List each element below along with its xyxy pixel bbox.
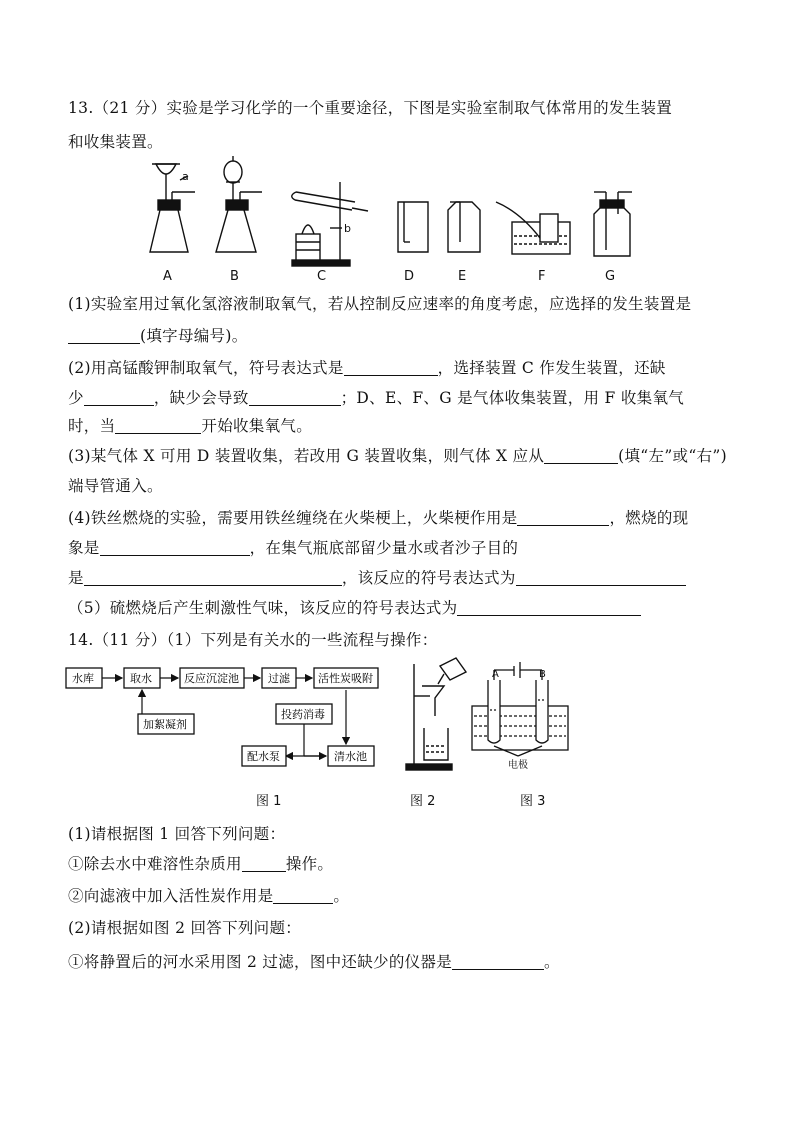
q14-s1-q2-suffix: 。 [333, 887, 350, 905]
apparatus-b [216, 156, 262, 284]
flow-label-reservoir: 水库 [72, 672, 94, 685]
q13-part4-prefix: (4)铁丝燃烧的实验，需要用铁丝缠绕在火柴梗上，火柴梗作用是 [68, 509, 518, 527]
answer-blank-11[interactable] [457, 599, 641, 616]
flow-label-settling: 反应沉淀池 [184, 672, 239, 685]
flow-box-pump [242, 746, 286, 766]
flow-box-settling [180, 668, 244, 688]
q13-part4-line2 [68, 536, 518, 558]
flow-box-reservoir [66, 668, 102, 688]
q14-s1-q2-prefix: ②向滤液中加入活性炭作用是 [68, 887, 274, 905]
answer-blank-1[interactable] [68, 327, 140, 344]
q13-intro-line2: 和收集装置。 [68, 133, 163, 151]
q13-part2-prefix: (2)用高锰酸钾制取氧气，符号表达式是 [68, 359, 344, 377]
q13-part4-shi: 是 [68, 569, 84, 587]
flow-box-intake [124, 668, 160, 688]
q13-part4-xiang: 象是 [68, 539, 100, 557]
caption-fig2: 图 2 [410, 794, 436, 809]
flow-box-clear-pool [328, 746, 374, 766]
answer-blank-5[interactable] [115, 417, 201, 434]
answer-blank-4[interactable] [249, 389, 341, 406]
caption-fig1: 图 1 [256, 794, 282, 809]
flow-label-disinfect: 投药消毒 [281, 708, 325, 721]
answer-blank-13[interactable] [273, 887, 333, 904]
q14-s1-q1-prefix: ①除去水中难溶性杂质用 [68, 855, 242, 873]
q13-part1-suffix: (填字母编号)。 [140, 327, 248, 345]
label-A: A [163, 269, 172, 284]
q13-part3-line1 [68, 444, 727, 466]
water-treatment-flow [64, 662, 384, 782]
flow-box-disinfect [276, 704, 332, 724]
q13-part4-formula: ，该反应的符号表达式为 [341, 569, 516, 587]
q14-s1-q1 [68, 852, 333, 874]
answer-blank-12[interactable] [242, 855, 286, 872]
answer-blank-8[interactable] [100, 539, 250, 556]
gas-apparatus-figure [0, 152, 794, 292]
answer-blank-2[interactable] [344, 359, 438, 376]
fig3-label-B: B [539, 669, 546, 680]
q13-part3-line2: 端导管通入。 [68, 477, 163, 495]
label-F: F [538, 269, 546, 284]
q13-part2-line1 [68, 356, 666, 378]
flow-label-carbon: 活性炭吸附 [318, 672, 373, 685]
q13-part2-mid: ，选择装置 C 作发生装置，还缺 [437, 359, 666, 377]
q14-s1-q2 [68, 884, 349, 906]
q13-part5-prefix: （5）硫燃烧后产生刺激性气味，该反应的符号表达式为 [68, 599, 458, 617]
flow-label-intake: 取水 [130, 672, 152, 685]
label-a: a [182, 170, 189, 183]
apparatus-f [496, 202, 570, 284]
q13-part5 [68, 596, 641, 618]
label-D: D [404, 269, 415, 284]
q13-part4-line1 [68, 506, 688, 528]
q13-part1-line2 [68, 324, 248, 346]
q14-intro: 14.（11 分）（1）下列是有关水的一些流程与操作： [68, 631, 438, 649]
answer-blank-6[interactable] [544, 447, 618, 464]
label-C: C [317, 269, 327, 284]
q13-part2-cause: ，缺少会导致 [153, 389, 249, 407]
flow-label-pump: 配水泵 [247, 750, 280, 763]
q13-part3-prefix: (3)某气体 X 可用 D 装置收集，若改用 G 装置收集，则气体 X 应从 [68, 447, 545, 465]
q13-part2-collect: ；D、E、F、G 是气体收集装置，用 F 收集氧气 [340, 389, 685, 407]
answer-blank-14[interactable] [452, 953, 544, 970]
q14-s1-q1-suffix: 操作。 [285, 855, 334, 873]
fig3-label-A: A [492, 669, 499, 680]
q13-part4-purpose: ，在集气瓶底部留少量水或者沙子目的 [249, 539, 519, 557]
answer-blank-9[interactable] [84, 569, 342, 586]
flow-box-filter [262, 668, 296, 688]
apparatus-e [448, 202, 480, 284]
q13-part4-mid: ，燃烧的现 [609, 509, 689, 527]
apparatus-d [398, 202, 428, 284]
apparatus-a [150, 164, 195, 284]
flow-box-flocculant [138, 714, 194, 734]
q13-part2-end: 开始收集氧气。 [201, 417, 313, 435]
answer-blank-10[interactable] [516, 569, 686, 586]
q13-part2-when: 时，当 [68, 417, 116, 435]
q14-s2-q1-prefix: ①将静置后的河水采用图 2 过滤，图中还缺少的仪器是 [68, 953, 453, 971]
q13-part2-line3 [68, 414, 312, 436]
label-B: B [230, 269, 239, 284]
label-E: E [458, 269, 467, 284]
answer-blank-7[interactable] [517, 509, 609, 526]
caption-fig3: 图 3 [520, 794, 546, 809]
q14-section2: (2)请根据如图 2 回答下列问题： [68, 919, 302, 937]
apparatus-c [292, 182, 368, 284]
flow-label-flocculant: 加絮凝剂 [143, 718, 187, 731]
flow-label-clear-pool: 清水池 [334, 750, 367, 763]
q13-part3-hint: (填“左”或“右”) [618, 447, 727, 465]
flow-label-filter: 过滤 [268, 672, 290, 685]
flow-box-carbon [314, 668, 378, 688]
apparatus-g [594, 192, 632, 284]
q13-part1-line1: (1)实验室用过氧化氢溶液制取氧气，若从控制反应速率的角度考虑，应选择的发生装置是 [68, 295, 692, 313]
q14-s2-q1 [68, 950, 560, 972]
label-b: b [344, 222, 351, 235]
label-G: G [605, 269, 616, 284]
q14-s2-q1-suffix: 。 [544, 953, 560, 971]
q13-intro-line1: 13.（21 分）实验是学习化学的一个重要途径，下图是实验室制取气体常用的发生装置 [68, 99, 673, 117]
q13-part2-shao: 少 [68, 389, 84, 407]
q13-part2-line2 [68, 386, 684, 408]
filtration-figure [404, 656, 474, 774]
fig3-label-electrode: 电极 [508, 760, 528, 771]
answer-blank-3[interactable] [84, 389, 154, 406]
q14-section1: (1)请根据图 1 回答下列问题： [68, 825, 286, 843]
q13-part4-line3 [68, 566, 686, 588]
electrolysis-figure [466, 660, 576, 772]
